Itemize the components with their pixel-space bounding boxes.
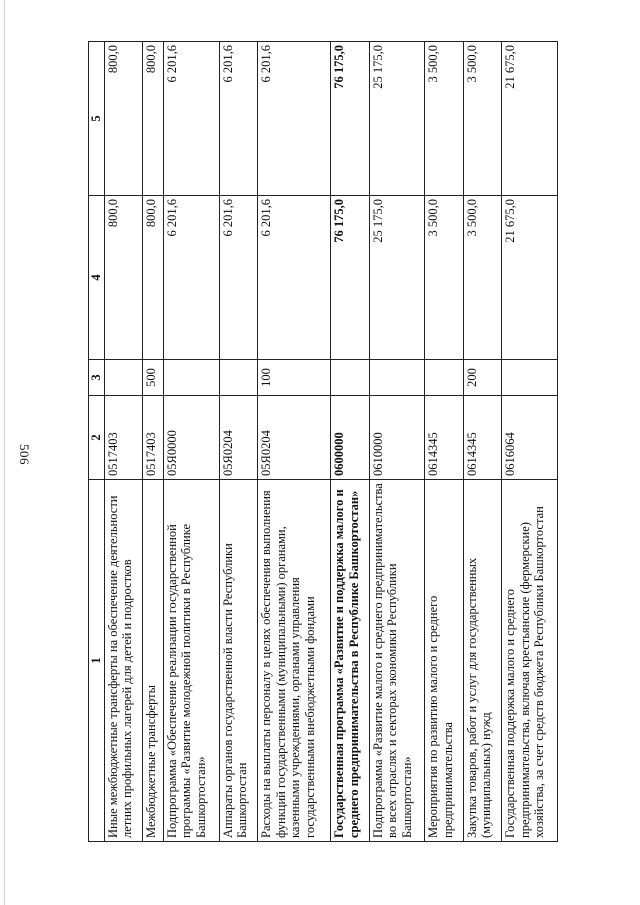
row-name: Подпрограмма «Обеспечение реализации государственной программы «Развитие молодежной политики в Республике Башкортостан» [163, 480, 219, 842]
row-amount-col4: 6 201,6 [219, 196, 257, 360]
row-amount-col4: 800,0 [104, 196, 142, 360]
row-amount-col4: 21 675,0 [502, 196, 558, 360]
row-code: 0616064 [502, 396, 558, 480]
row-code: 0614345 [463, 396, 501, 480]
row-code: 05Я0204 [219, 396, 257, 480]
header-row [89, 42, 105, 842]
table-row [258, 42, 331, 842]
header-col-5: 5 [89, 42, 105, 196]
row-expense-type [425, 360, 463, 396]
row-name: Подпрограмма «Развитие малого и среднего предпринимательства во всех отраслях и секторах экономики Республики Башкортостан» [369, 480, 425, 842]
row-code: 05Я0000 [163, 396, 219, 480]
row-amount-col5: 76 175,0 [331, 42, 369, 196]
row-amount-col4: 25 175,0 [369, 196, 425, 360]
row-amount-col5: 6 201,6 [163, 42, 219, 196]
row-name: Закупка товаров, работ и услуг для государственных (муниципальных) нужд [463, 480, 501, 842]
header-col-1: 1 [89, 480, 105, 842]
row-name: Государственная программа «Развитие и поддержка малого и среднего предпринимательства в Республике Башкортостан» [331, 480, 369, 842]
row-amount-col4: 76 175,0 [331, 196, 369, 360]
table-row [463, 42, 501, 842]
table-row [369, 42, 425, 842]
table-row [502, 42, 558, 842]
row-expense-type: 500 [142, 360, 163, 396]
budget-table-container [88, 42, 558, 842]
row-name: Расходы на выплаты персоналу в целях обеспечения выполнения функций государственными (муниципальными) органами, казенными учреждениями, органами управления государственными внебюджетными фондами [258, 480, 331, 842]
row-amount-col4: 800,0 [142, 196, 163, 360]
table-row [163, 42, 219, 842]
row-amount-col4: 3 500,0 [463, 196, 501, 360]
row-name: Межбюджетные трансферты [142, 480, 163, 842]
row-amount-col5: 3 500,0 [463, 42, 501, 196]
budget-table [88, 41, 558, 842]
row-name: Иные межбюджетные трансферты на обеспечение деятельности летних профильных лагерей для детей и подростков [104, 480, 142, 842]
row-expense-type [369, 360, 425, 396]
header-col-2: 2 [89, 396, 105, 480]
row-amount-col4: 6 201,6 [163, 196, 219, 360]
row-expense-type [331, 360, 369, 396]
row-amount-col5: 6 201,6 [258, 42, 331, 196]
row-expense-type [104, 360, 142, 396]
row-amount-col4: 3 500,0 [425, 196, 463, 360]
row-code: 0517403 [142, 396, 163, 480]
table-row [104, 42, 142, 842]
table-row [331, 42, 369, 842]
row-code: 0614345 [425, 396, 463, 480]
table-row [425, 42, 463, 842]
row-code: 05Я0204 [258, 396, 331, 480]
row-amount-col4: 6 201,6 [258, 196, 331, 360]
row-amount-col5: 800,0 [104, 42, 142, 196]
row-name: Мероприятия по развитию малого и среднего предпринимательства [425, 480, 463, 842]
row-code: 0600000 [331, 396, 369, 480]
row-amount-col5: 6 201,6 [219, 42, 257, 196]
row-amount-col5: 3 500,0 [425, 42, 463, 196]
row-amount-col5: 25 175,0 [369, 42, 425, 196]
row-name: Государственная поддержка малого и среднего предпринимательства, включая крестьянские (фермерские) хозяйства, за счет средств бюджета Республики Башкортостан [502, 480, 558, 842]
row-code: 0517403 [104, 396, 142, 480]
table-row [219, 42, 257, 842]
row-expense-type: 200 [463, 360, 501, 396]
row-code: 0610000 [369, 396, 425, 480]
header-col-3: 3 [89, 360, 105, 396]
page-edge-line [4, 0, 5, 905]
row-expense-type [502, 360, 558, 396]
row-name: Аппараты органов государственной власти Республики Башкортостан [219, 480, 257, 842]
row-expense-type: 100 [258, 360, 331, 396]
page-number: 506 [17, 444, 32, 465]
header-col-4: 4 [89, 196, 105, 360]
table-row [142, 42, 163, 842]
row-expense-type [219, 360, 257, 396]
row-amount-col5: 21 675,0 [502, 42, 558, 196]
row-expense-type [163, 360, 219, 396]
row-amount-col5: 800,0 [142, 42, 163, 196]
